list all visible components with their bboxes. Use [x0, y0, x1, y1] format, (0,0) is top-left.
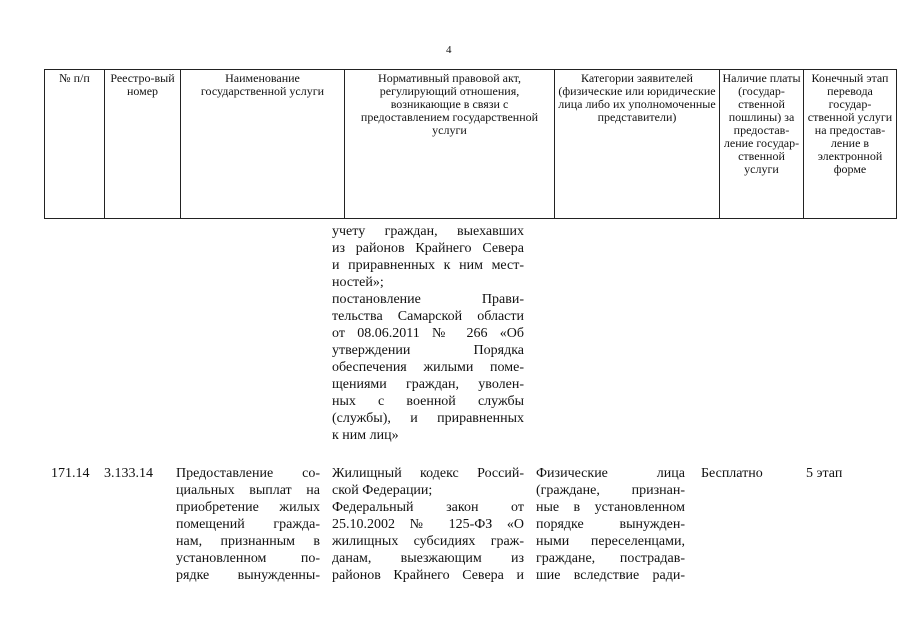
legal-act-line: Федеральный закон от	[332, 500, 524, 515]
service-name-line: рядке вынужденны-	[176, 568, 320, 583]
legal-act-line: районов Крайнего Севера и	[332, 568, 524, 583]
legal-act-line: Жилищный кодекс Россий-	[332, 466, 524, 481]
row-applicant-categories	[536, 465, 685, 584]
category-line: граждане, пострадав-	[536, 551, 685, 566]
category-line: (граждане, признан-	[536, 483, 685, 498]
continuation-line: к ним лиц»	[332, 428, 399, 443]
row-service-name	[176, 465, 320, 584]
continuation-line: постановление Прави-	[332, 292, 524, 307]
service-name-line: Предоставление со-	[176, 466, 320, 481]
service-name-line: нам, признанным в	[176, 534, 320, 549]
continuation-line: учету граждан, выехавших	[332, 224, 524, 239]
service-name-line: установленном по-	[176, 551, 320, 566]
services-table-header	[44, 69, 897, 219]
row-number: 171.14	[51, 466, 90, 481]
category-line: Физические лица	[536, 466, 685, 481]
continuation-line: обеспечения жилыми поме-	[332, 360, 524, 375]
header-fee: Наличие платы (государ-ственной пошлины) за предостав-ление государ-ственной услуги	[720, 70, 804, 219]
row-registry-number: 3.133.14	[104, 466, 153, 481]
service-name-line: циальных выплат на	[176, 483, 320, 498]
row-final-stage: 5 этап	[806, 466, 843, 481]
continuation-line: от 08.06.2011 № 266 «Об	[332, 326, 524, 341]
header-applicant-categories: Категории заявителей (физические или юридические лица либо их уполномоченные представители)	[555, 70, 720, 219]
category-line: ными переселенцами,	[536, 534, 685, 549]
legal-act-line: ской Федерации;	[332, 483, 433, 498]
continuation-line: и приравненных к ним мест-	[332, 258, 524, 273]
category-line: шие вследствие ради-	[536, 568, 685, 583]
service-name-line: помещений гражда-	[176, 517, 320, 532]
category-line: порядке вынужден-	[536, 517, 685, 532]
header-service-name: Наименование государственной услуги	[181, 70, 345, 219]
legal-act-line: жилищных субсидиях граж-	[332, 534, 524, 549]
category-line: ные в установленном	[536, 500, 685, 515]
header-final-stage: Конечный этап перевода государ-ственной услуги на предостав-ление в электронной форме	[804, 70, 897, 219]
header-legal-act: Нормативный правовой акт, регулирующий отношения, возникающие в связи с предоставлением государственной услуги	[345, 70, 555, 219]
header-number: № п/п	[45, 70, 105, 219]
continuation-line: (службы), и приравненных	[332, 411, 524, 426]
continuation-line: щениями граждан, уволен-	[332, 377, 524, 392]
legal-act-line: 25.10.2002 № 125-ФЗ «О	[332, 517, 524, 532]
row-fee: Бесплатно	[701, 466, 763, 481]
continuation-line: тельства Самарской области	[332, 309, 524, 324]
row-legal-act	[332, 465, 524, 584]
page-number: 4	[446, 44, 452, 56]
continuation-line: ностей»;	[332, 275, 384, 290]
header-registry-number: Реестро-вый номер	[105, 70, 181, 219]
service-name-line: приобретение жилых	[176, 500, 320, 515]
continuation-line: утверждении Порядка	[332, 343, 524, 358]
continuation-line: из районов Крайнего Севера	[332, 241, 524, 256]
continuation-line: ных с военной службы	[332, 394, 524, 409]
legal-act-line: данам, выезжающим из	[332, 551, 524, 566]
previous-row-continuation	[332, 223, 524, 444]
